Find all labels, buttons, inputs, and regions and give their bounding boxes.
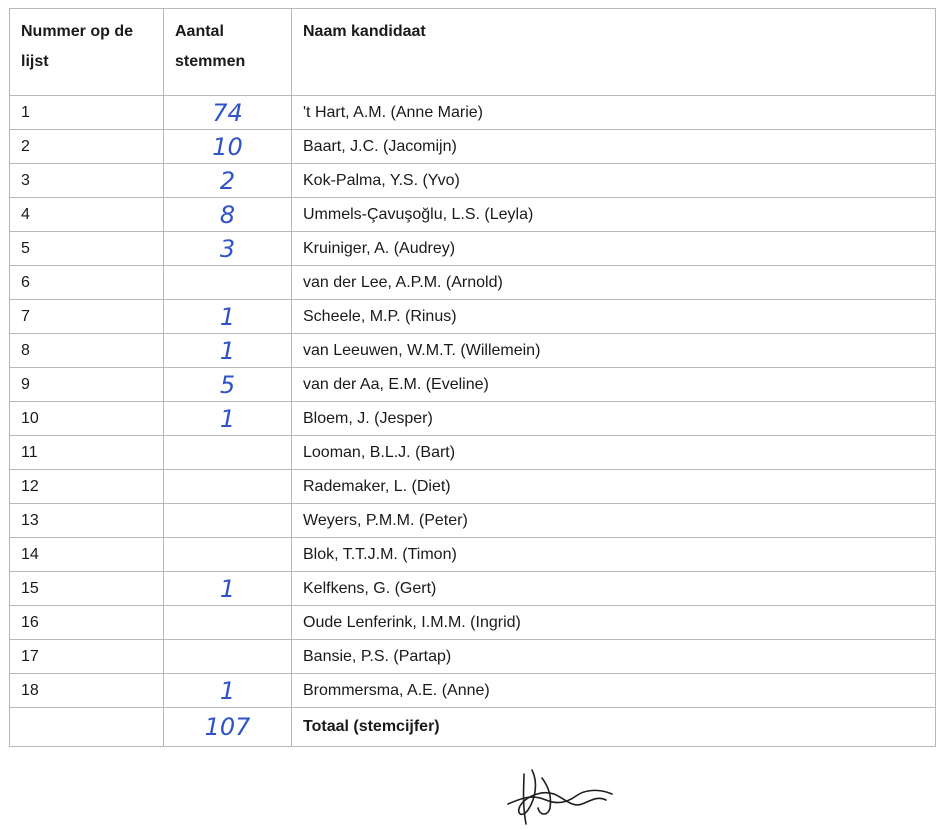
candidate-number: 12 [10, 470, 164, 504]
candidate-number: 13 [10, 504, 164, 538]
candidate-name: Brommersma, A.E. (Anne) [292, 674, 936, 708]
candidate-name: Bansie, P.S. (Partap) [292, 640, 936, 674]
candidate-number: 2 [10, 130, 164, 164]
candidate-number: 8 [10, 334, 164, 368]
candidate-number: 11 [10, 436, 164, 470]
candidate-votes: 10 [164, 130, 292, 164]
candidate-number: 15 [10, 572, 164, 606]
header-votes: Aantal stemmen [164, 9, 292, 96]
candidate-number: 9 [10, 368, 164, 402]
total-number-cell [10, 708, 164, 747]
table-row [10, 504, 936, 538]
candidate-name: Bloem, J. (Jesper) [292, 402, 936, 436]
table-row [10, 130, 936, 164]
candidate-name: Oude Lenferink, I.M.M. (Ingrid) [292, 606, 936, 640]
candidate-rows [10, 96, 936, 708]
table-row [10, 334, 936, 368]
candidate-votes [164, 266, 292, 300]
candidate-votes [164, 606, 292, 640]
table-row [10, 368, 936, 402]
signature-icon [502, 764, 622, 826]
candidate-name: Blok, T.T.J.M. (Timon) [292, 538, 936, 572]
table-row [10, 572, 936, 606]
header-number: Nummer op de lijst [10, 9, 164, 96]
candidate-name: van Leeuwen, W.M.T. (Willemein) [292, 334, 936, 368]
table-row [10, 402, 936, 436]
table-row [10, 300, 936, 334]
candidate-number: 16 [10, 606, 164, 640]
table-row [10, 164, 936, 198]
candidate-votes: 1 [164, 300, 292, 334]
candidate-number: 6 [10, 266, 164, 300]
total-votes: 107 [164, 708, 292, 747]
candidate-votes-table [9, 8, 936, 747]
table-row [10, 232, 936, 266]
candidate-votes: 2 [164, 164, 292, 198]
candidate-name: Looman, B.L.J. (Bart) [292, 436, 936, 470]
candidate-name: Weyers, P.M.M. (Peter) [292, 504, 936, 538]
table-row [10, 470, 936, 504]
candidate-votes: 74 [164, 96, 292, 130]
candidate-number: 10 [10, 402, 164, 436]
candidate-name: van der Lee, A.P.M. (Arnold) [292, 266, 936, 300]
candidate-number: 18 [10, 674, 164, 708]
results-sheet [9, 8, 936, 747]
candidate-number: 3 [10, 164, 164, 198]
candidate-number: 1 [10, 96, 164, 130]
candidate-votes: 1 [164, 674, 292, 708]
candidate-votes [164, 640, 292, 674]
total-label: Totaal (stemcijfer) [292, 708, 936, 747]
table-row [10, 266, 936, 300]
candidate-name: Kruiniger, A. (Audrey) [292, 232, 936, 266]
candidate-name: 't Hart, A.M. (Anne Marie) [292, 96, 936, 130]
candidate-votes: 1 [164, 402, 292, 436]
candidate-number: 17 [10, 640, 164, 674]
table-row [10, 606, 936, 640]
table-row [10, 198, 936, 232]
candidate-votes [164, 436, 292, 470]
candidate-votes: 3 [164, 232, 292, 266]
candidate-number: 14 [10, 538, 164, 572]
candidate-number: 5 [10, 232, 164, 266]
candidate-votes: 8 [164, 198, 292, 232]
candidate-name: Ummels-Çavuşoğlu, L.S. (Leyla) [292, 198, 936, 232]
candidate-number: 4 [10, 198, 164, 232]
candidate-name: Baart, J.C. (Jacomijn) [292, 130, 936, 164]
candidate-number: 7 [10, 300, 164, 334]
table-row [10, 640, 936, 674]
header-name: Naam kandidaat [292, 9, 936, 96]
candidate-name: Rademaker, L. (Diet) [292, 470, 936, 504]
table-header-row [10, 9, 936, 96]
candidate-votes: 5 [164, 368, 292, 402]
candidate-name: Scheele, M.P. (Rinus) [292, 300, 936, 334]
candidate-votes: 1 [164, 334, 292, 368]
table-row [10, 538, 936, 572]
table-row [10, 674, 936, 708]
candidate-name: van der Aa, E.M. (Eveline) [292, 368, 936, 402]
candidate-votes [164, 470, 292, 504]
table-row [10, 436, 936, 470]
table-row [10, 96, 936, 130]
candidate-votes [164, 504, 292, 538]
candidate-votes: 1 [164, 572, 292, 606]
candidate-name: Kok-Palma, Y.S. (Yvo) [292, 164, 936, 198]
candidate-name: Kelfkens, G. (Gert) [292, 572, 936, 606]
total-row [10, 708, 936, 747]
candidate-votes [164, 538, 292, 572]
